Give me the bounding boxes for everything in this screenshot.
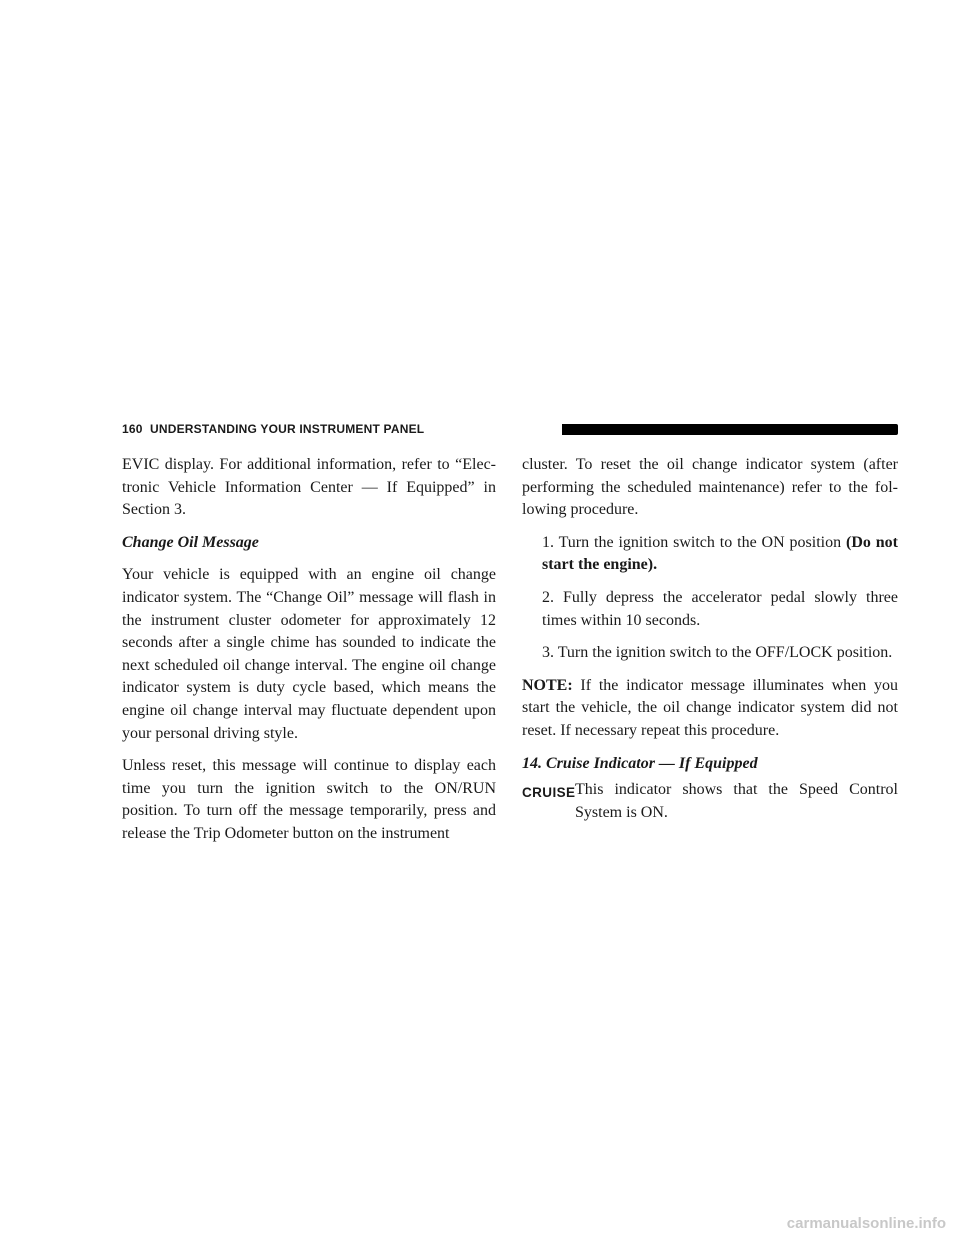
cruise-heading: 14. Cruise Indicator — If Equipped — [522, 754, 758, 772]
step-1 — [522, 532, 898, 577]
step-1-bold: (Do not start the engine). — [542, 533, 899, 574]
change-oil-heading: Change Oil Message — [122, 533, 259, 551]
cruise-indicator-block — [522, 779, 898, 824]
page-header — [122, 420, 898, 440]
page-number: 160 — [122, 422, 143, 436]
procedure-intro: cluster. To reset the oil change indicator system (after performing the scheduled maintenance) refer to the fol-lowing procedure. — [522, 456, 898, 519]
step-1-text: 1. Turn the ignition switch to the ON position — [542, 533, 847, 551]
right-column — [522, 454, 898, 824]
watermark: carmanualsonline.info — [786, 1215, 946, 1232]
note-paragraph — [522, 675, 898, 743]
note-label: NOTE: — [522, 676, 573, 694]
reset-paragraph: Unless reset, this message will continue to display each time you turn the ignition switch to the ON/RUN position. To turn off the message temporarily, press and release the Trip Odometer button on the instrument — [122, 757, 496, 842]
cruise-icon: CRUISE — [522, 785, 576, 801]
change-oil-paragraph: Your vehicle is equipped with an engine oil change indicator system. The “Change Oil” message will flash in the instrument cluster odometer for approximately 12 seconds after a single chime has sounded to indicate the next scheduled oil change interval. The engine oil change indicator system is duty cycle based, which means the engine oil change interval may fluctuate dependent upon your personal driving style. — [122, 566, 496, 742]
left-column — [122, 454, 496, 856]
section-title: UNDERSTANDING YOUR INSTRUMENT PANEL — [150, 422, 425, 436]
step-3: 3. Turn the ignition switch to the OFF/LOCK position. — [542, 644, 893, 662]
evic-paragraph: EVIC display. For additional information, refer to “Elec-tronic Vehicle Information Center — If Equipped” in Section 3. — [122, 456, 496, 519]
cruise-description: This indicator shows that the Speed Control System is ON. — [575, 781, 898, 821]
step-2: 2. Fully depress the accelerator pedal slowly three times within 10 seconds. — [542, 588, 898, 629]
header-rule — [562, 424, 898, 435]
note-text: If the indicator message illuminates when you start the vehicle, the oil change indicator system did not reset. If necessary repeat this procedure. — [522, 676, 898, 739]
